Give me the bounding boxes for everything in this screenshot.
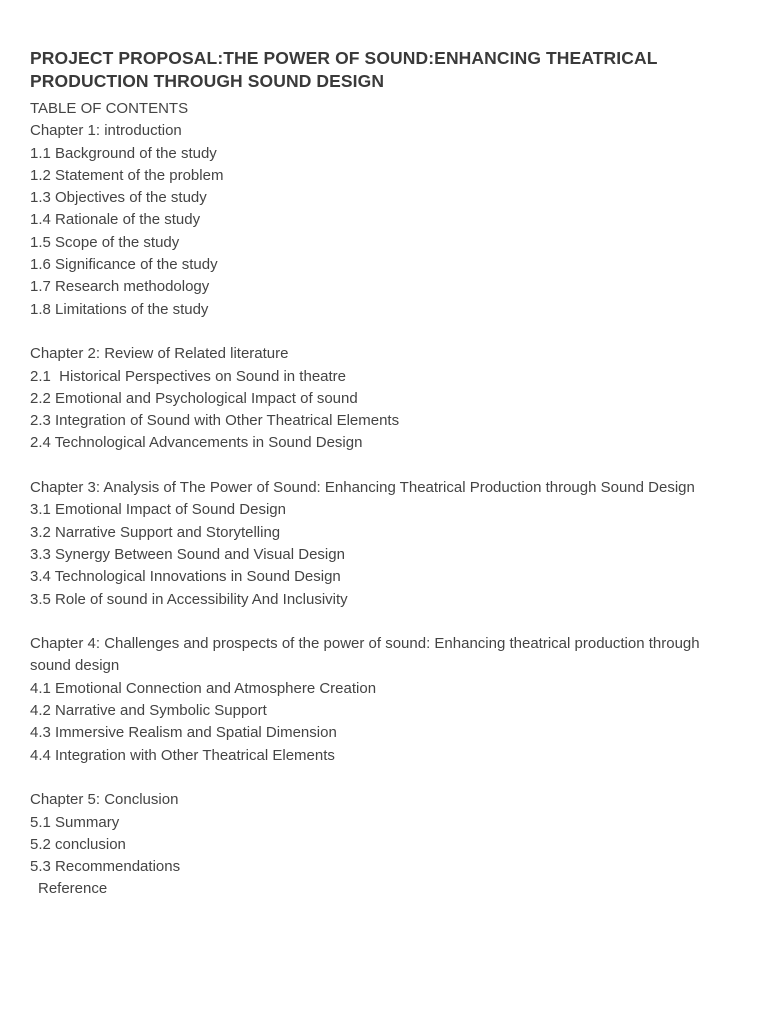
toc-item: 1.4 Rationale of the study bbox=[30, 211, 201, 229]
toc-item: 1.2 Statement of the problem bbox=[30, 166, 224, 184]
table-of-contents bbox=[30, 98, 742, 901]
toc-item: 1.6 Significance of the study bbox=[30, 256, 218, 274]
chapter-block-4 bbox=[30, 633, 742, 767]
toc-item: 4.2 Narrative and Symbolic Support bbox=[30, 702, 267, 720]
chapter-block-5 bbox=[30, 789, 742, 900]
chapter-block-3 bbox=[30, 477, 742, 611]
toc-item: 2.2 Emotional and Psychological Impact of sound bbox=[30, 389, 358, 407]
toc-item: 3.5 Role of sound in Accessibility And Inclusivity bbox=[30, 590, 348, 608]
chapter-heading: Chapter 2: Review of Related literature bbox=[30, 345, 289, 363]
toc-item: 5.3 Recommendations bbox=[30, 858, 181, 876]
toc-item: 5.1 Summary bbox=[30, 813, 120, 831]
toc-item: 4.4 Integration with Other Theatrical Elements bbox=[30, 746, 335, 764]
toc-heading: TABLE OF CONTENTS bbox=[30, 100, 189, 117]
reference-entry: Reference bbox=[38, 880, 108, 898]
chapter-heading: Chapter 4: Challenges and prospects of the power of sound: Enhancing theatrical production through sound design bbox=[30, 635, 704, 675]
toc-item: 1.7 Research methodology bbox=[30, 278, 210, 296]
chapter-heading: Chapter 5: Conclusion bbox=[30, 791, 179, 809]
toc-item: 2.1 Historical Perspectives on Sound in theatre bbox=[30, 367, 347, 385]
toc-item: 5.2 conclusion bbox=[30, 835, 126, 853]
toc-item: 1.5 Scope of the study bbox=[30, 233, 180, 251]
toc-item: 3.1 Emotional Impact of Sound Design bbox=[30, 501, 286, 519]
toc-item: 2.3 Integration of Sound with Other Theatrical Elements bbox=[30, 412, 400, 430]
toc-item: 1.3 Objectives of the study bbox=[30, 189, 207, 207]
chapter-block-1 bbox=[30, 120, 742, 321]
chapter-heading: Chapter 1: introduction bbox=[30, 122, 182, 140]
toc-item: 1.1 Background of the study bbox=[30, 144, 217, 162]
toc-item: 2.4 Technological Advancements in Sound Design bbox=[30, 434, 363, 452]
chapter-block-2 bbox=[30, 343, 742, 454]
toc-item: 1.8 Limitations of the study bbox=[30, 300, 209, 318]
toc-item: 4.3 Immersive Realism and Spatial Dimension bbox=[30, 724, 337, 742]
chapter-heading: Chapter 3: Analysis of The Power of Sound: Enhancing Theatrical Production through Sound Design bbox=[30, 479, 695, 497]
document-page bbox=[30, 47, 742, 901]
toc-item: 3.2 Narrative Support and Storytelling bbox=[30, 523, 281, 541]
document-title: PROJECT PROPOSAL:THE POWER OF SOUND:ENHANCING THEATRICAL PRODUCTION THROUGH SOUND DESIGN bbox=[30, 48, 658, 91]
chapter-list bbox=[30, 120, 742, 900]
toc-item: 3.4 Technological Innovations in Sound Design bbox=[30, 568, 341, 586]
toc-item: 4.1 Emotional Connection and Atmosphere Creation bbox=[30, 679, 377, 697]
toc-item: 3.3 Synergy Between Sound and Visual Design bbox=[30, 545, 345, 563]
